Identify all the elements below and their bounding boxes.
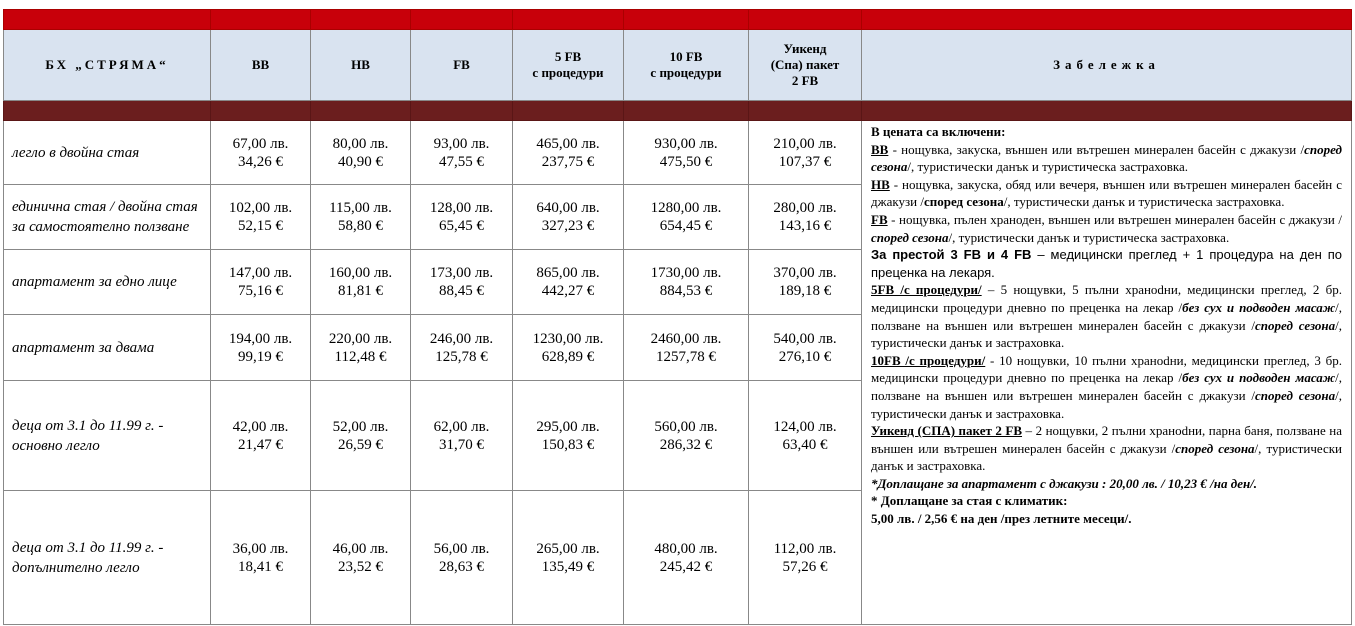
col-weekend-line1: Уикенд [783,41,827,56]
price-eur: 57,26 € [782,558,828,575]
price-cell [513,250,624,315]
price-cell [749,121,862,185]
col-remark-header: Забележка [862,30,1352,101]
price-cell [311,491,411,625]
price-cell [311,381,411,491]
remark-10fb: 10FB /с процедури/ - 10 нощувки, 10 пълни храноdни, медицински преглед, 3 бр. медицински процедури дневно по преценка на лекар /без сух и подводен масаж/, ползване на външен или вътрешен минерален басейн с джакузи /според сезона/, туристически данък и застраховка. [871,352,1343,421]
price-cell [411,185,513,250]
col-10fb-header [624,30,749,101]
price-cell [749,185,862,250]
price-bgn: 280,00 лв. [773,200,837,216]
col-10fb-subtitle: с процедури [650,65,722,80]
price-bgn: 67,00 лв. [232,135,289,152]
price-eur: 442,27 € [541,283,595,299]
price-cell [624,121,749,185]
price-eur: 1257,78 € [656,348,716,365]
table-header-row [4,30,1352,101]
price-cell [749,381,862,491]
price-cell [211,185,311,250]
price-eur: 52,15 € [238,218,283,234]
room-type-label: единична стая / двойна стая за самостоятелно ползване [4,185,211,250]
price-bgn: 52,00 лв. [332,418,389,435]
price-bgn: 62,00 лв. [433,418,490,435]
price-bgn: 480,00 лв. [654,540,718,557]
price-table [3,9,1352,625]
price-cell [513,315,624,381]
price-eur: 237,75 € [541,153,595,170]
price-bgn: 93,00 лв. [433,135,490,152]
col-5fb-header [513,30,624,101]
price-bgn: 246,00 лв. [429,330,494,347]
price-cell [749,491,862,625]
price-cell [749,250,862,315]
price-cell [749,315,862,381]
price-bgn: 42,00 лв. [232,418,289,435]
price-cell [411,381,513,491]
room-type-label: деца от 3.1 до 11.99 г. - основно легло [4,381,211,491]
price-eur: 58,80 € [338,218,383,234]
remark-intro: В цената са включени: [871,124,1006,139]
price-cell [311,250,411,315]
price-bgn: 115,00 лв. [329,200,392,216]
price-bgn: 56,00 лв. [433,540,490,557]
price-eur: 150,83 € [541,436,595,453]
price-eur: 143,16 € [778,218,832,234]
price-bgn: 160,00 лв. [328,265,393,281]
price-cell [311,121,411,185]
price-cell [624,185,749,250]
price-bgn: 124,00 лв. [773,418,837,435]
remark-spa: Уикенд (СПА) пакет 2 FB – 2 нощувки, 2 пълни храноdни, парна баня, ползване на външен или вътрешен минерален басейн с джакузи /според сезона/, туристически данък и застраховка. [871,423,1342,474]
price-bgn: 36,00 лв. [232,540,289,557]
price-cell [624,250,749,315]
price-bgn: 1230,00 лв. [532,330,604,347]
price-table-container [3,9,1351,625]
col-hb-header: НВ [311,30,411,101]
col-weekend-line3: 2 FB [791,73,819,88]
price-bgn: 865,00 лв. [536,265,600,281]
price-eur: 286,32 € [659,436,713,453]
price-cell [411,250,513,315]
price-cell [411,121,513,185]
price-eur: 276,10 € [778,348,832,365]
price-cell [624,381,749,491]
price-cell [411,491,513,625]
price-eur: 65,45 € [439,218,484,234]
price-cell [513,381,624,491]
room-type-label: апартамент за двама [4,315,211,381]
price-eur: 47,55 € [439,153,484,170]
col-10fb-title: 10 FB [669,49,703,64]
price-cell [311,315,411,381]
price-cell [513,121,624,185]
price-eur: 112,48 € [334,348,387,365]
price-eur: 26,59 € [338,436,383,453]
top-red-band [4,10,1352,30]
price-cell [513,185,624,250]
remark-extra-jacuzzi: *Доплащане за апартамент с джакузи : 20,00 лв. / 10,23 € /на ден/. [871,475,1258,491]
price-bgn: 147,00 лв. [228,265,293,281]
col-weekend-line2: (Спа) пакет [770,57,840,72]
remark-5fb: 5FB /с процедури/ – 5 нощувки, 5 пълни храноdни, медицински преглед, 2 бр. медицински процедури дневно по преценка на лекар /без сух и подводен масаж/, ползване на външен или вътрешен минерален басейн с джакузи /според сезона/, туристически данък и застраховка. [871,282,1343,351]
price-bgn: 2460,00 лв. [650,330,722,347]
price-eur: 88,45 € [439,283,484,299]
price-bgn: 102,00 лв. [228,200,293,216]
price-cell [513,491,624,625]
price-eur: 884,53 € [659,283,713,299]
col-bb-header: ВВ [211,30,311,101]
brown-band [4,101,1352,121]
price-cell [624,315,749,381]
price-bgn: 265,00 лв. [536,540,600,557]
price-eur: 654,45 € [659,218,713,234]
price-bgn: 465,00 лв. [536,135,600,152]
price-bgn: 930,00 лв. [654,135,718,152]
price-eur: 18,41 € [238,558,283,575]
price-eur: 99,19 € [238,348,283,365]
price-bgn: 46,00 лв. [332,540,389,557]
room-type-label: легло в двойна стая [4,121,211,185]
remark-hb: НВ - нощувка, закуска, обяд или вечеря, външен или вътрешен минерален басейн с джакузи /според сезона/, туристически данък и туристическа застраховка. [871,176,1342,210]
price-cell [411,315,513,381]
price-bgn: 112,00 лв. [773,540,837,557]
hotel-name-header: БХ „СТРЯМА“ [4,30,211,101]
price-eur: 245,42 € [659,558,713,575]
price-eur: 28,63 € [439,558,484,575]
col-weekend-header [749,30,862,101]
price-bgn: 128,00 лв. [429,200,494,216]
price-eur: 40,90 € [338,153,383,170]
col-5fb-subtitle: с процедури [532,65,604,80]
col-fb-header: FB [411,30,513,101]
price-cell [624,491,749,625]
remark-stay: За престой 3 FB и 4 FB – медицински преглед + 1 процедура на ден по преценка на лекаря. [871,247,1342,280]
price-cell [211,250,311,315]
remark-cell [862,121,1352,625]
price-eur: 23,52 € [338,558,383,575]
price-bgn: 210,00 лв. [773,135,837,152]
table-row [4,121,1352,185]
price-eur: 81,81 € [338,283,383,299]
price-cell [311,185,411,250]
price-eur: 327,23 € [541,218,595,234]
room-type-label: апартамент за едно лице [4,250,211,315]
price-eur: 21,47 € [238,436,283,453]
price-eur: 189,18 € [778,283,832,299]
price-cell [211,315,311,381]
price-bgn: 1280,00 лв. [650,200,722,216]
price-cell [211,381,311,491]
price-bgn: 1730,00 лв. [650,265,722,281]
price-eur: 75,16 € [238,283,283,299]
price-eur: 475,50 € [659,153,713,170]
remark-fb: FB - нощувка, пълен храноден, външен или вътрешен минерален басейн с джакузи /според сезона/, туристически данък и туристическа застраховка. [871,211,1342,245]
remark-extra-aircon: * Доплащане за стая с климатик: 5,00 лв. / 2,56 € на ден /през летните месеци/. [871,493,1132,527]
price-cell [211,491,311,625]
price-bgn: 194,00 лв. [228,330,293,347]
price-bgn: 370,00 лв. [773,265,837,281]
price-eur: 31,70 € [439,436,484,453]
price-bgn: 640,00 лв. [536,200,600,216]
price-eur: 107,37 € [778,153,832,170]
price-eur: 135,49 € [541,558,595,575]
col-5fb-title: 5 FB [554,49,582,64]
price-bgn: 560,00 лв. [654,418,718,435]
price-cell [211,121,311,185]
price-bgn: 295,00 лв. [536,418,600,435]
price-eur: 628,89 € [541,348,595,365]
price-bgn: 540,00 лв. [773,330,837,347]
price-eur: 125,78 € [435,348,488,365]
price-eur: 63,40 € [782,436,828,453]
price-bgn: 173,00 лв. [429,265,494,281]
room-type-label: деца от 3.1 до 11.99 г. - допълнително легло [4,491,211,625]
price-bgn: 80,00 лв. [332,135,389,152]
price-eur: 34,26 € [238,153,283,170]
price-bgn: 220,00 лв. [328,330,393,347]
remark-bb: ВВ - нощувка, закуска, външен или вътрешен минерален басейн с джакузи /според сезона/, туристически данък и туристическа застраховка. [871,141,1342,175]
